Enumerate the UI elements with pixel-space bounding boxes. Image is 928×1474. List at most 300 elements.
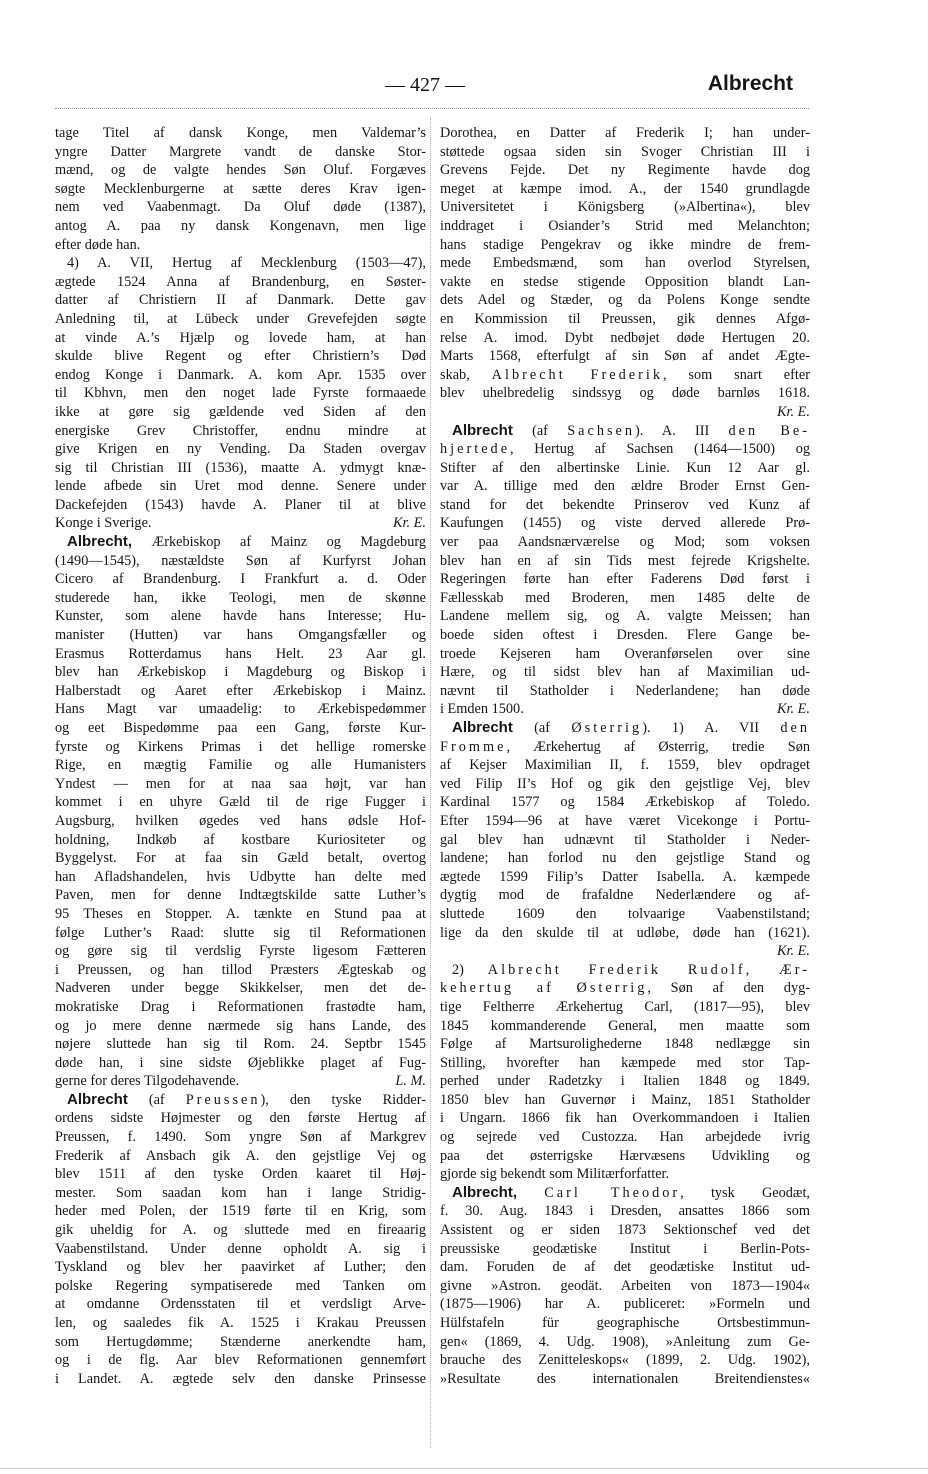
running-head: [0, 72, 928, 106]
entry-headword: Albrecht,: [67, 533, 133, 551]
line-text: 2): [452, 961, 488, 978]
text-line: [55, 1258, 426, 1277]
line-text: Universitetet i Königsberg (»Albertina«), blev: [440, 199, 810, 216]
line-text: Grevens Fejde. Det ny Regimente havde dog: [440, 162, 810, 179]
line-text: (af: [512, 720, 572, 736]
line-text: Paven, men for denne Indtægtskilde satte Luther’s: [55, 887, 426, 904]
text-line: [55, 1072, 426, 1091]
text-line: [440, 1147, 810, 1166]
text-line: [55, 1091, 426, 1110]
line-text: 1845 kommanderende General, men maatte som: [440, 1017, 810, 1034]
text-line: [55, 849, 426, 868]
line-text: , Hertug af Sachsen (1464—1500) og: [510, 441, 810, 458]
line-text: stand for det bekendte Prinserov ved Kunz af: [440, 496, 810, 513]
line-text: energiske Grev Christoffer, endnu mindre at: [55, 422, 426, 439]
text-line: [440, 254, 810, 273]
text-line: [440, 998, 810, 1017]
line-text: gal blev han udnævnt til Statholder i Neder-: [440, 831, 810, 848]
text-line: [55, 961, 426, 980]
line-text: Halberstadt og Aaret efter Ærkebiskop i Mainz.: [55, 682, 426, 699]
text-line: [55, 1221, 426, 1240]
line-text: givne »Astron. geodät. Arbeiten von 1873—1904«: [440, 1277, 810, 1294]
line-text: f. 30. Aug. 1843 i Dresden, ansattes 1866 som: [440, 1203, 810, 1220]
line-text: ). A. III: [635, 422, 729, 439]
line-text: Følge af Martsurolighederne 1848 nedlægge sin: [440, 1036, 810, 1053]
line-text: dam. Foruden de af det geodætiske Institut ud-: [440, 1259, 810, 1276]
line-text: heder med Polen, der 1519 førte til en Krig, som: [55, 1203, 426, 1220]
text-line: [55, 1165, 426, 1184]
line-text: Augsburg, hvilken øgedes ved hans ødsle Hof-: [55, 812, 426, 829]
text-line: [440, 1277, 810, 1296]
text-line: [440, 143, 810, 162]
text-line: [55, 329, 426, 348]
line-text: fyrste og Kirkens Primas i det hellige romerske: [55, 738, 426, 755]
text-line: [55, 1370, 426, 1389]
text-line: [440, 236, 810, 255]
line-text: ægtede 1524 Anna af Brandenburg, en Søster-: [55, 273, 426, 290]
line-text: blev han Ærkebiskop i Magdeburg og Biskop i: [55, 664, 426, 681]
text-line: [440, 886, 810, 905]
text-line: [440, 329, 810, 348]
text-line: [440, 738, 810, 757]
right-column: [440, 124, 810, 1388]
spaced-name: Fromme: [440, 738, 507, 755]
text-line: [440, 273, 810, 292]
line-text: Ærkebiskop af Mainz og Magdeburg: [132, 534, 426, 551]
line-text: Stilling, hvorefter han kæmpede med stor Tap-: [440, 1054, 810, 1071]
line-text: 4) A. VII, Hertug af Mecklenburg (1503—47),: [67, 255, 426, 272]
text-line: [440, 849, 810, 868]
text-line: [55, 310, 426, 329]
line-text: boede siden oftest i Dresden. Flere Gange be-: [440, 627, 810, 644]
text-line: [440, 1351, 810, 1370]
line-text: landene; han forlod nu den gejstlige Stand og: [440, 850, 810, 867]
line-text: skab,: [440, 366, 492, 383]
line-text: Cicero af Brandenburg. I Frankfurt a. d. Oder: [55, 571, 426, 588]
text-line: [55, 514, 426, 533]
spaced-name: Carl Theodor: [544, 1184, 681, 1201]
entry-headword: Albrecht,: [452, 1183, 518, 1201]
line-text: datter af Christiern II af Danmark. Dette gav: [55, 292, 426, 309]
text-line: [55, 273, 426, 292]
text-line: [440, 589, 810, 608]
text-line: [55, 496, 426, 515]
line-text: inddraget i Osiander’s Strid med Melanchton;: [440, 217, 810, 234]
line-text: Preussen, f. 1490. Som yngre Søn af Markgrev: [55, 1129, 426, 1146]
line-text: at omdanne Ordensstaten til et verdsligt Arve-: [55, 1296, 426, 1313]
line-text: gik uheldig for A. og sluttede med en fireaarig: [55, 1222, 426, 1239]
text-line: [55, 589, 426, 608]
line-text: ). 1) A. VII: [642, 720, 781, 736]
text-line: [55, 198, 426, 217]
line-text: sluttede 1609 den tolvaarige Vaabenstilstand;: [440, 905, 810, 922]
line-text: Dorothea, en Datter af Frederik I; han under-: [440, 125, 810, 141]
line-text: i Preussen, og han tillod Præsters Ægteskab og: [55, 961, 426, 978]
line-text: len, og saaledes fik A. 1525 i Krakau Preussen: [55, 1315, 426, 1331]
text-line: [440, 645, 810, 664]
line-text: Vaabenstilstand. Under denne opholdt A. sig i: [55, 1240, 426, 1257]
line-text: til Kbhvn, men den noget lade Fyrste formaaede: [55, 385, 426, 402]
text-line: [55, 347, 426, 366]
text-line: [55, 1109, 426, 1128]
line-text: (af: [512, 422, 568, 439]
author-signature: L. M.: [395, 1073, 426, 1090]
text-line: [55, 180, 426, 199]
line-text: støttede ogsaa siden sin Svoger Christian III i: [440, 143, 810, 160]
line-text: tage Titel af dansk Konge, men Valdemar’s: [55, 125, 426, 141]
line-text: , Søn af den dyg-: [647, 980, 810, 997]
line-text: mede Embedsmænd, som han overlod Styrelsen,: [440, 255, 810, 272]
line-text: i Ungarn. 1866 fik han Overkommandoen i Italien: [440, 1110, 810, 1127]
text-line: [440, 459, 810, 478]
text-line: [440, 979, 810, 998]
line-text: nøjere sluttede han sig til Rom. 24. Septbr 1545: [55, 1036, 426, 1053]
line-text: gjorde sig bekendt som Militærforfatter.: [440, 1166, 670, 1183]
line-text: 1850 blev han Guvernør i Mainz, 1851 Statholder: [440, 1091, 810, 1108]
header-rule: [55, 108, 809, 109]
spaced-name: Sachsen: [567, 422, 636, 439]
bottom-rule: [0, 1468, 928, 1469]
line-text: dets Adel og Stæder, og da Polens Konge sendte: [440, 292, 810, 309]
line-text: , som snart efter: [662, 366, 810, 383]
line-text: Erasmus Rotterdamus hans Helt. 23 Aar gl.: [55, 645, 426, 662]
text-line: [440, 942, 810, 961]
spaced-name: den: [780, 720, 810, 736]
text-line: [440, 1184, 810, 1203]
text-line: [440, 682, 810, 701]
text-line: [440, 124, 810, 143]
text-line: [440, 198, 810, 217]
text-line: [440, 961, 810, 980]
text-line: [440, 384, 810, 403]
entry-headword: Albrecht: [452, 421, 513, 439]
text-line: [55, 775, 426, 794]
author-signature: Kr. E.: [777, 943, 810, 960]
line-text: [517, 1185, 544, 1201]
line-text: meget at kæmpe imod. A., der 1540 grundlagde: [440, 180, 810, 197]
text-line: [55, 719, 426, 738]
text-line: [55, 552, 426, 571]
line-text: give Krigen en ny Vending. Da Staden overgav: [55, 441, 426, 458]
text-line: [55, 1333, 426, 1352]
line-text: Tyskland og blev her paavirket af Luther; den: [55, 1259, 426, 1276]
line-text: blev 1511 af den tyske Orden kaaret til Høj-: [55, 1166, 426, 1183]
text-line: [440, 291, 810, 310]
text-line: [440, 1202, 810, 1221]
line-text: blev han en af sin Tids mest fejrede Krigshelte.: [440, 552, 810, 569]
text-line: [440, 514, 810, 533]
text-line: [440, 1221, 810, 1240]
spaced-name: den Be-: [728, 422, 811, 439]
text-line: [440, 161, 810, 180]
line-text: Hülfstafeln für geographische Ortsbestimmun-: [440, 1315, 810, 1331]
running-head-word: Albrecht: [707, 72, 793, 95]
text-line: [440, 180, 810, 199]
author-signature: Kr. E.: [777, 403, 810, 420]
line-text: Stifter af den albertinske Linie. Kun 12 Aar gl.: [440, 459, 810, 476]
text-line: [440, 440, 810, 459]
line-text: Regeringen førte han efter Faderens Død først i: [440, 571, 810, 588]
line-text: ikke at gøre sig gældende ved Siden af den: [55, 403, 426, 420]
page-number: — 427 —: [385, 74, 465, 96]
text-line: [55, 459, 426, 478]
line-text: i Emden 1500.: [440, 701, 524, 718]
text-line: [55, 366, 426, 385]
text-line: [55, 570, 426, 589]
text-line: [55, 663, 426, 682]
line-text: at vinde A.’s Hjælp og lovede ham, at han: [55, 329, 426, 346]
text-line: [55, 161, 426, 180]
line-text: han Afladshandelen, hvis Udbytte han delte med: [55, 868, 426, 885]
line-text: Yndest — men for at naa saa højt, var han: [55, 775, 426, 792]
line-text: og sejrede ved Custozza. Han arbejdede ivrig: [440, 1129, 810, 1146]
text-line: [440, 868, 810, 887]
text-line: [440, 1072, 810, 1091]
line-text: nem ved Vaabenmagt. Da Oluf døde (1387),: [55, 199, 426, 216]
line-text: af Kejser Maximilian II, f. 1559, blev opdraget: [440, 757, 810, 774]
line-text: var A. tillige med den ældre Broder Ernst Gen-: [440, 478, 810, 495]
text-line: [55, 793, 426, 812]
text-line: [55, 645, 426, 664]
text-line: [440, 905, 810, 924]
line-text: holdning, Indkøb af kostbare Kuriositeter og: [55, 831, 426, 848]
line-text: Marts 1568, efterfulgt af sin Søn af andet Ægte-: [440, 348, 810, 365]
text-line: [55, 607, 426, 626]
line-text: (af: [127, 1091, 186, 1108]
line-text: studerede han, ikke Teologi, men de skønne: [55, 589, 426, 606]
text-line: [55, 1240, 426, 1259]
line-text: og i de flg. Aar blev Reformationen gennemført: [55, 1352, 426, 1369]
text-line: [55, 217, 426, 236]
line-text: Hære, og til sidst blev han af Maximilian ud-: [440, 664, 810, 681]
line-text: (1875—1906) har A. publiceret: »Formeln und: [440, 1296, 810, 1313]
line-text: Dackefejden (1543) havde A. Planer til at blive: [55, 496, 426, 513]
line-text: lende afbede sin Uret mod denne. Senere under: [55, 478, 426, 495]
text-line: [440, 607, 810, 626]
line-text: , Ærkehertug af Østerrig, tredie Søn: [506, 738, 810, 755]
text-line: [55, 979, 426, 998]
line-text: gen« (1869, 4. Udg. 1908), »Anleitung zum Ge-: [440, 1333, 810, 1350]
line-text: tige Feltherre Ærkehertug Carl, (1817—95), blev: [440, 998, 810, 1015]
text-line: [55, 422, 426, 441]
spaced-name: Østerrig: [571, 720, 643, 736]
line-text: Fællesskab med Broderen, men 1485 delte de: [440, 589, 810, 606]
text-line: [440, 1054, 810, 1073]
line-text: Rige, en mægtig Familie og alle Humanisters: [55, 757, 426, 774]
line-text: sig til Christian III (1536), maatte A. ydmygt knæ-: [55, 459, 426, 476]
text-line: [55, 291, 426, 310]
text-line: [440, 831, 810, 850]
text-line: [440, 793, 810, 812]
left-column: [55, 124, 426, 1388]
entry-headword: Albrecht: [452, 719, 513, 736]
text-line: [55, 1184, 426, 1203]
text-line: [55, 1277, 426, 1296]
text-line: [55, 924, 426, 943]
line-text: paa det østerrigske Hærvæsens Udvikling og: [440, 1147, 810, 1164]
line-text: ægtede 1599 Filip’s Datter Isabella. A. kæmpede: [440, 868, 810, 885]
line-text: 95 Theses en Stopper. A. tænkte en Stund paa at: [55, 905, 426, 922]
text-line: [440, 1370, 810, 1389]
text-line: [55, 868, 426, 887]
text-line: [55, 143, 426, 162]
spaced-name: Albrecht Frederik: [491, 366, 663, 383]
spaced-name: kehertug af Østerrig: [440, 980, 648, 997]
text-line: [440, 403, 810, 422]
text-line: [55, 1295, 426, 1314]
line-text: lige da den skulde til at udløbe, døde han (1621).: [440, 924, 810, 941]
text-line: [440, 1295, 810, 1314]
text-line: [440, 477, 810, 496]
text-line: [440, 1258, 810, 1277]
spaced-name: Albrecht Frederik Rudolf, Ær-: [487, 961, 810, 978]
text-line: [440, 663, 810, 682]
line-text: Hans Magt var umaadelig: to Ærkebispedømmer: [55, 701, 426, 718]
line-text: mester. Som saadan kom han i lange Stridig-: [55, 1184, 426, 1201]
line-text: Landene mellem sig, og A. valgte Meissen; han: [440, 608, 810, 625]
text-line: [55, 1314, 426, 1333]
line-text: mænd, og de valgte hendes Søn Oluf. Forgæves: [55, 162, 426, 179]
text-line: [440, 700, 810, 719]
line-text: (1490—1545), næstældste Søn af Kurfyrst Johan: [55, 552, 426, 569]
line-text: skulde blive Regent og efter Christiern’s Død: [55, 348, 426, 365]
author-signature: Kr. E.: [777, 701, 810, 718]
text-line: [55, 886, 426, 905]
text-line: [55, 1054, 426, 1073]
line-text: ordens sidste Højmester og den første Hertug af: [55, 1110, 426, 1127]
text-line: [55, 124, 426, 143]
line-text: en Kommission til Preussen, gik dennes Afgø-: [440, 310, 810, 327]
line-text: mokratiske Drag i Reformationen frastødte ham,: [55, 998, 426, 1015]
line-text: hans stadige Pengekrav og ikke mindre de frem-: [440, 236, 810, 253]
text-line: [55, 812, 426, 831]
text-line: [55, 831, 426, 850]
text-line: [55, 1035, 426, 1054]
line-text: »Resultate des internationalen Breitendienstes«: [440, 1370, 810, 1387]
text-line: [55, 756, 426, 775]
text-line: [440, 1035, 810, 1054]
line-text: blev uhelbredelig sindssyg og døde barnløs 1618.: [440, 385, 810, 402]
text-line: [55, 905, 426, 924]
line-text: polske Regering sympatiserede med Tanken om: [55, 1277, 426, 1294]
line-text: Kaufungen (1455) og viste derved allerede Prø-: [440, 515, 810, 532]
text-line: [440, 1017, 810, 1036]
text-line: [440, 775, 810, 794]
line-text: dygtig mod de frafaldne Nederlændere og af-: [440, 887, 810, 904]
line-text: efter døde han.: [55, 236, 141, 253]
spaced-name: Preussen: [185, 1091, 261, 1108]
text-line: [440, 422, 810, 441]
text-line: [440, 1333, 810, 1352]
line-text: Frederik af Ansbach gik A. den gejstlige Vej og: [55, 1147, 426, 1164]
text-line: [440, 1091, 810, 1110]
line-text: manister (Hutten) var hans Omgangsfæller og: [55, 627, 426, 644]
text-line: [440, 496, 810, 515]
text-line: [55, 384, 426, 403]
text-line: [55, 403, 426, 422]
line-text: som Hertugdømme; Stænderne anerkendte ham,: [55, 1333, 426, 1350]
line-text: gerne for deres Tilgodehavende.: [55, 1073, 240, 1090]
text-line: [55, 700, 426, 719]
line-text: ver paa Aandsnærværelse og Mod; som voksen: [440, 534, 810, 551]
line-text: vakte en stedse stigende Opposition blandt Lan-: [440, 273, 810, 290]
column-divider: [430, 118, 431, 1448]
text-line: [440, 1109, 810, 1128]
text-line: [440, 347, 810, 366]
text-line: [55, 1017, 426, 1036]
spaced-name: hjertede: [440, 441, 511, 458]
text-line: [440, 533, 810, 552]
text-line: [440, 626, 810, 645]
line-text: , tysk Geodæt,: [680, 1184, 811, 1201]
text-line: [440, 756, 810, 775]
text-line: [55, 533, 426, 552]
text-line: [55, 626, 426, 645]
text-line: [55, 998, 426, 1017]
author-signature: Kr. E.: [393, 515, 426, 532]
text-line: [440, 719, 810, 738]
text-line: [440, 570, 810, 589]
line-text: perhed under Radetzky i Italien 1848 og 1849.: [440, 1073, 810, 1090]
line-text: kommet i en uhyre Gæld til de rige Fugger i: [55, 794, 426, 811]
text-line: [55, 738, 426, 757]
line-text: relse A. imod. Dybt nedbøjet døde Hertugen 20.: [440, 329, 810, 346]
text-line: [440, 552, 810, 571]
line-text: Konge i Sverige.: [55, 515, 152, 532]
line-text: Kunster, som alene havde hans Interesse; Hu-: [55, 608, 426, 625]
text-line: [55, 1147, 426, 1166]
line-text: Anledning til, at Lübeck under Grevefejden søgte: [55, 310, 426, 327]
line-text: Efter 1594—96 at have været Vicekonge i Portu-: [440, 812, 810, 829]
line-text: brauche des Zenitteleskops« (1899, 2. Udg. 1902),: [440, 1352, 810, 1369]
text-line: [440, 1314, 810, 1333]
line-text: følge Luther’s Raad: slutte sig til Reformationen: [55, 924, 426, 941]
line-text: nævnt til Statholder i Nederlandene; han døde: [440, 682, 810, 699]
text-line: [55, 1202, 426, 1221]
line-text: og eet Bispedømme paa een Gang, første Kur-: [55, 720, 426, 736]
line-text: Byggelyst. For at faa sin Gæld betalt, overtog: [55, 850, 426, 867]
line-text: antog A. paa ny dansk Kongenavn, men lige: [55, 217, 426, 234]
line-text: døde han, i sine sidste Øjeblikke plaget af Fug-: [55, 1054, 426, 1071]
text-line: [440, 812, 810, 831]
line-text: preussiske geodætiske Institut i Berlin-Pots-: [440, 1240, 810, 1257]
text-line: [55, 236, 426, 255]
text-line: [440, 1240, 810, 1259]
text-line: [55, 942, 426, 961]
line-text: Kardinal 1577 og 1584 Ærkebiskop af Toledo.: [440, 794, 810, 811]
text-line: [440, 366, 810, 385]
text-line: [55, 254, 426, 273]
text-line: [55, 1128, 426, 1147]
line-text: søgte Mecklenburgerne at sætte deres Krav igen-: [55, 180, 426, 197]
line-text: og gøre sig til verdslig Fyrste ligesom Fætteren: [55, 943, 426, 960]
text-line: [55, 682, 426, 701]
entry-headword: Albrecht: [67, 1090, 128, 1108]
text-line: [55, 440, 426, 459]
text-line: [55, 477, 426, 496]
text-line: [440, 217, 810, 236]
text-line: [440, 1128, 810, 1147]
line-text: Assistent og er siden 1873 Sektionschef ved det: [440, 1222, 810, 1239]
line-text: endog Konge i Danmark. A. kom Apr. 1535 over: [55, 366, 426, 383]
line-text: ), den tyske Ridder-: [260, 1091, 426, 1108]
text-line: [440, 310, 810, 329]
line-text: troede Kejseren ham Overanførselen over sine: [440, 645, 810, 662]
line-text: og jo mere denne nærmede sig hans Lande, des: [55, 1017, 426, 1034]
line-text: i Landet. A. ægtede selv den danske Prinsesse: [55, 1370, 426, 1387]
text-line: [440, 924, 810, 943]
line-text: ved Filip II’s Hof og gik den gejstlige Vej, blev: [440, 775, 810, 792]
